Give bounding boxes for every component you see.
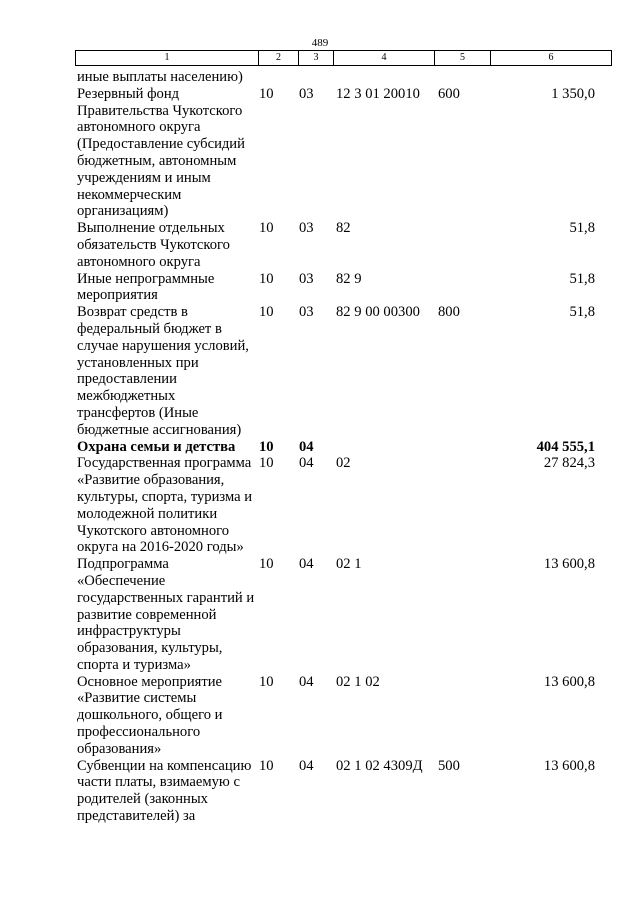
- table-row: [0, 86, 640, 220]
- row-name: Государственная программа «Развитие образования, культуры, спорта, туризма и молодежной политики Чукотского автономного округа на 2016-2020 годы»: [77, 455, 253, 556]
- amount: 51,8: [569, 304, 595, 321]
- column-header-4: 4: [334, 51, 435, 66]
- subsection-code: 04: [299, 757, 314, 774]
- row-name: Возврат средств в федеральный бюджет в случае нарушения условий, установленных при предоставлении межбюджетных трансфертов (Иные бюджетные ассигнования): [77, 304, 249, 438]
- table-row: [0, 304, 640, 438]
- section-code: 10: [259, 438, 274, 455]
- column-header-row: [76, 51, 612, 66]
- subsection-code: 03: [299, 304, 314, 321]
- table-row: [0, 69, 640, 86]
- budget-table-body: [0, 69, 640, 825]
- table-row-section-heading: [0, 439, 640, 456]
- amount: 13 600,8: [543, 673, 595, 690]
- expense-type-code: 500: [438, 757, 460, 774]
- section-code: 10: [259, 455, 274, 472]
- table-row: [0, 455, 640, 556]
- section-code: 10: [259, 556, 274, 573]
- subsection-code: 04: [299, 673, 314, 690]
- column-header-1: 1: [76, 51, 259, 66]
- row-name: Основное мероприятие «Развитие системы дошкольного, общего и профессионального образования»: [77, 673, 223, 757]
- column-header-5: 5: [435, 51, 491, 66]
- section-code: 10: [259, 757, 274, 774]
- subsection-code: 03: [299, 85, 314, 102]
- target-article-code: 82 9 00 00300: [336, 304, 420, 321]
- target-article-code: 02 1: [336, 556, 362, 573]
- target-article-code: 02 1 02 4309Д: [336, 757, 423, 774]
- row-name: Подпрограмма «Обеспечение государственных гарантий и развитие современной инфраструктуры образования, культуры, спорта и туризма»: [77, 556, 255, 673]
- expense-type-code: 800: [438, 304, 460, 321]
- amount: 13 600,8: [543, 757, 595, 774]
- target-article-code: 82 9: [336, 270, 362, 287]
- section-code: 10: [259, 270, 274, 287]
- column-header-3: 3: [299, 51, 334, 66]
- row-name: Выполнение отдельных обязательств Чукотского автономного округа: [77, 220, 230, 270]
- subsection-code: 04: [299, 556, 314, 573]
- amount: 51,8: [569, 220, 595, 237]
- column-header-table: [75, 50, 612, 66]
- expense-type-code: 600: [438, 85, 460, 102]
- row-name: Резервный фонд Правительства Чукотского автономного округа (Предоставление субсидий бюджетным, автономным учреждениям и иным некоммерческим организациям): [77, 85, 245, 220]
- row-name: Охрана семьи и детства: [77, 438, 236, 455]
- section-code: 10: [259, 85, 274, 102]
- table-row: [0, 271, 640, 305]
- section-code: 10: [259, 673, 274, 690]
- section-code: 10: [259, 304, 274, 321]
- amount: 27 824,3: [543, 455, 595, 472]
- table-row: [0, 556, 640, 674]
- subsection-code: 04: [299, 438, 314, 455]
- subsection-code: 03: [299, 220, 314, 237]
- amount: 404 555,1: [536, 438, 595, 455]
- section-code: 10: [259, 220, 274, 237]
- column-header-6: 6: [491, 51, 612, 66]
- column-header-2: 2: [259, 51, 299, 66]
- table-row: [0, 674, 640, 758]
- target-article-code: 02 1 02: [336, 673, 380, 690]
- row-name: Субвенции на компенсацию части платы, взимаемую с родителей (законных представителей) за: [77, 757, 252, 825]
- subsection-code: 03: [299, 270, 314, 287]
- subsection-code: 04: [299, 455, 314, 472]
- row-name: Иные непрограммные мероприятия: [77, 270, 215, 304]
- target-article-code: 12 3 01 20010: [336, 85, 420, 102]
- target-article-code: 02: [336, 455, 351, 472]
- table-row: [0, 758, 640, 825]
- target-article-code: 82: [336, 220, 351, 237]
- amount: 51,8: [569, 270, 595, 287]
- row-name: иные выплаты населению): [77, 69, 243, 85]
- table-row: [0, 220, 640, 270]
- page-number: 489: [311, 37, 329, 49]
- amount: 13 600,8: [543, 556, 595, 573]
- amount: 1 350,0: [551, 85, 595, 102]
